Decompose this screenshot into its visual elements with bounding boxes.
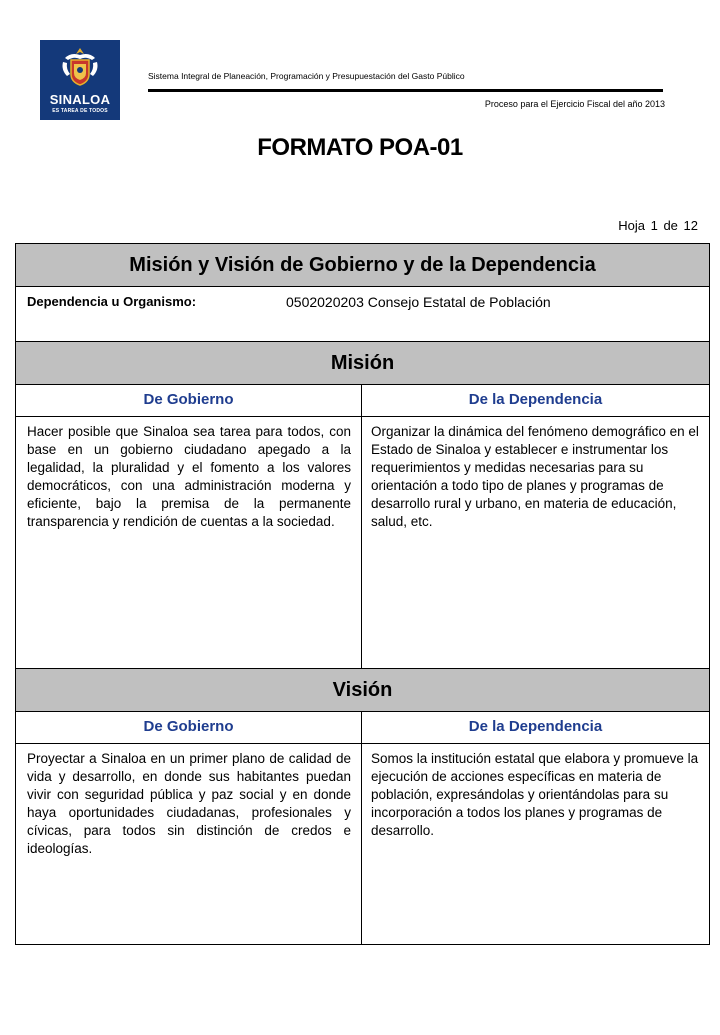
logo-name: SINALOA: [49, 92, 111, 107]
vision-gobierno-text: Proyectar a Sinaloa en un primer plano de calidad de vida y desarrollo, en donde sus habitantes puedan vivir con seguridad pública y paz social y en donde haya oportunidades ciudadanas, profesionales y cívicas, para todos sin distinción de credos e ideologías.: [16, 744, 362, 944]
sheet-counter: [618, 218, 698, 233]
form-title: FORMATO POA-01: [257, 134, 463, 161]
mision-gobierno-text: Hacer posible que Sinaloa sea tarea para todos, con base en un gobierno ciudadano apegado a la legalidad, la pluralidad y el fomento a los valores democráticos, con una administración moderna y eficiente, bajo la premisa de la permanente transparencia y rendición de cuentas a la sociedad.: [16, 417, 362, 668]
sheet-label: Hoja: [618, 218, 645, 233]
dependency-label: Dependencia u Organismo:: [27, 294, 197, 309]
vision-heading: Visión: [16, 668, 709, 712]
sheet-of-label: de: [663, 218, 678, 233]
vision-col-dependencia: De la Dependencia: [362, 711, 709, 744]
mision-heading: Misión: [16, 341, 709, 385]
header-divider: [148, 89, 663, 92]
mision-col-gobierno: De Gobierno: [16, 384, 362, 417]
mision-col-dependencia: De la Dependencia: [362, 384, 709, 417]
logo-motto: ES TAREA DE TODOS: [52, 108, 108, 114]
sinaloa-logo: [40, 40, 120, 120]
sinaloa-coat-of-arms-icon: [59, 46, 101, 88]
mission-vision-table: [15, 243, 710, 945]
sheet-current: 1: [650, 218, 658, 233]
fiscal-process-label: Proceso para el Ejercicio Fiscal del año 2013: [484, 99, 665, 109]
system-title: Sistema Integral de Planeación, Programación y Presupuestación del Gasto Público: [148, 71, 465, 81]
vision-col-gobierno: De Gobierno: [16, 711, 362, 744]
mision-dependencia-text: Organizar la dinámica del fenómeno demográfico en el Estado de Sinaloa y establecer e instrumentar los requerimientos y medidas necesarias para su orientación a todo tipo de planes y programas de desarrollo rural y urbano, en materia de educación, salud, etc.: [371, 424, 699, 529]
vision-dependencia-text: Somos la institución estatal que elabora y promueve la ejecución de acciones específicas en materia de población, expresándolas y orientándolas para su incorporación a todos los planes y programas de desarrollo.: [371, 751, 699, 838]
table-title: Misión y Visión de Gobierno y de la Dependencia: [16, 244, 709, 287]
dependency-row: [16, 287, 709, 341]
dependency-value: 0502020203 Consejo Estatal de Población: [286, 294, 551, 310]
sheet-total: 12: [683, 218, 698, 233]
